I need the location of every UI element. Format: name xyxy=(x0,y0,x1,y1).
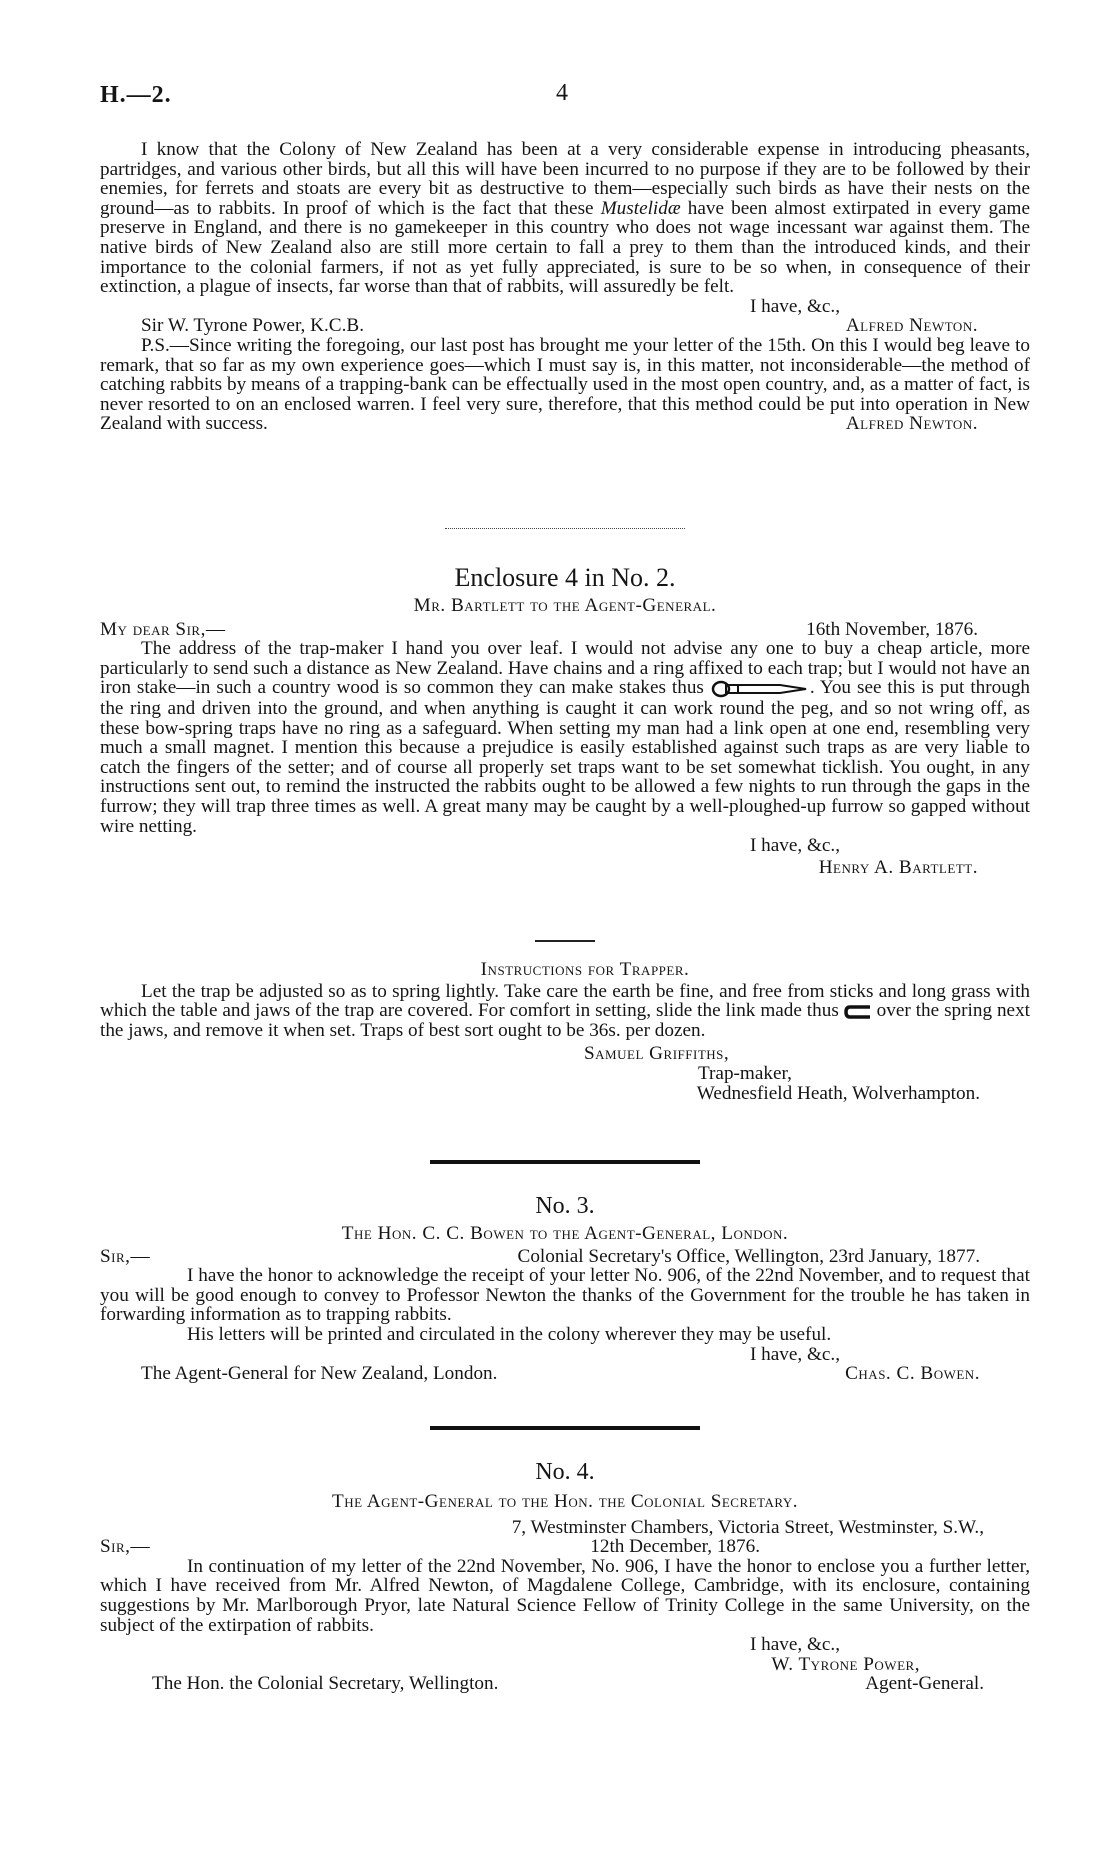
document-reference: H.—2. xyxy=(100,82,172,108)
no4-salutation: Sir,— xyxy=(100,1536,151,1558)
no3-title: No. 3. xyxy=(535,1193,595,1219)
section-divider xyxy=(430,1160,700,1164)
no3-salutation: Sir,— xyxy=(100,1245,151,1267)
no3-body-2: His letters will be printed and circulated in the colony wherever they may be useful. xyxy=(187,1323,832,1345)
newton-postscript: P.S.—Since writing the foregoing, our last post has brought me your letter of the 15th. On this I would beg leave to remark, that so far as my own experience goes—which I must say is, in this matter, not inconsiderable—the method of catching rabbits by means of a trapping-bank can be effectually used in the most open country, and, as a matter of fact, is never resorted to on an enclosed warren. I feel very sure, therefore, that this method could be put into operation in New Zealand with success. xyxy=(100,334,1030,435)
no3-closing: I have, &c., xyxy=(749,1343,840,1365)
letter-no-4 xyxy=(100,1458,1030,1694)
newton-letter-body: I know that the Colony of New Zealand has been at a very considerable expense in introducing pheasants, partridges, and various other birds, but all this will have been incurred to no purpose if they are to be followed by their enemies, for ferrets and stoats are every bit as destructive to them—especially such birds as have their nests on the ground—as to rabbits. In proof of which is the fact that these Mustelidæ have been almost extirpated in every game preserve in England, and there is no gamekeeper in this country who does not wage incessant war against them. The native birds of New Zealand also are still more certain to fall a prey to them than the introduced kinds, and their importance to the colonial farmers, if not as yet fully appreciated, is sure to be so when, in consequence of their extinction, a plague of insects, far worse than that of rabbits, will assuredly be felt. xyxy=(100,139,1030,298)
section-divider xyxy=(430,1426,700,1430)
enclosure-date: 16th November, 1876. xyxy=(806,618,978,640)
instructions-title: Instructions for Trapper. xyxy=(480,959,690,980)
instructions-signer-address: Wednesfield Heath, Wolverhampton. xyxy=(696,1082,980,1104)
instructions-signer: Samuel Griffiths, xyxy=(584,1043,730,1065)
no4-date: 12th December, 1876. xyxy=(590,1536,760,1558)
enclosure-salutation: My dear Sir,— xyxy=(100,618,226,640)
enclosure-4 xyxy=(100,563,1030,877)
no4-address: 7, Westminster Chambers, Victoria Street, Westminster, S.W., xyxy=(511,1516,984,1538)
stake-drawing-icon xyxy=(710,679,810,699)
page-number: 4 xyxy=(556,80,568,106)
section-divider xyxy=(445,528,685,529)
letter-no-3 xyxy=(100,1192,1030,1384)
newton-letter xyxy=(100,140,1030,434)
enclosure-signature: Henry A. Bartlett. xyxy=(818,856,978,878)
no4-signature-title: Agent-General. xyxy=(865,1673,984,1695)
enclosure-closing: I have, &c., xyxy=(749,835,840,857)
link-drawing-icon xyxy=(844,1004,872,1020)
trapper-instructions xyxy=(100,960,1030,1103)
newton-signature: Alfred Newton. xyxy=(845,315,978,337)
section-divider xyxy=(535,940,595,942)
no4-addressee: The Hon. the Colonial Secretary, Wellington. xyxy=(152,1673,499,1695)
no4-closing: I have, &c., xyxy=(749,1634,840,1656)
newton-closing: I have, &c., xyxy=(749,295,840,317)
no4-from-to: The Agent-General to the Hon. the Colonial Secretary. xyxy=(331,1491,799,1512)
newton-addressee: Sir W. Tyrone Power, K.C.B. xyxy=(141,315,364,337)
enclosure-from-to: Mr. Bartlett to the Agent-General. xyxy=(413,595,717,616)
no3-body: I have the honor to acknowledge the receipt of your letter No. 906, of the 22nd November, and to request that you will be good enough to convey to Professor Newton the thanks of the Government for the trouble he has taken in forwarding information as to trapping rabbits. xyxy=(100,1265,1030,1326)
mustelidae-term: Mustelidæ xyxy=(600,197,681,219)
instructions-body: Let the trap be adjusted so as to spring lightly. Take care the earth be fine, and free from sticks and long grass with which the table and jaws of the trap are covered. For comfort in setting, slide the link made thus over the spring next the jaws, and remove it when set. Traps of best sort ought to be 36s. per dozen. xyxy=(100,980,1031,1041)
enclosure-title: Enclosure 4 in No. 2. xyxy=(454,563,676,592)
no3-from-to: The Hon. C. C. Bowen to the Agent-General, London. xyxy=(341,1223,789,1244)
no4-signature: W. Tyrone Power, xyxy=(771,1653,920,1675)
no4-body: In continuation of my letter of the 22nd November, No. 906, I have the honor to enclose you a further letter, which I have received from Mr. Alfred Newton, of Magdalene College, Cambridge, with its enclosure, containing suggestions by Mr. Marlborough Pryor, late Natural Science Fellow of Trinity College in the same University, on the subject of the extirpation of rabbits. xyxy=(100,1555,1030,1636)
no4-title: No. 4. xyxy=(535,1459,595,1485)
no3-signature: Chas. C. Bowen. xyxy=(845,1363,980,1385)
enclosure-body: The address of the trap-maker I hand you over leaf. I would not advise any one to buy a cheap article, more particularly to send such a distance as New Zealand. Have chains and a ring affixed to each trap; but I would not have an iron stake—in such a country wood is so common they can make stakes thus . You see this is put through the ring and driven into the ground, and when anything is caught it can work round the peg, and so not wring off, as these bow-spring traps have no ring as a safeguard. When setting my man had a link open at one end, resembling very much a small magnet. I mention this because a prejudice is easily established against such traps as are very liable to catch the fingers of the setter; and of course all properly set traps want to be set somewhat ticklish. You ought, in any instructions sent out, to remind the instructed the rabbits ought to be allowed a few nights to run through the gaps in the furrow; they will trap three times as well. A great many may be caught by a well-ploughed-up furrow so gapped without wire netting. xyxy=(100,638,1031,837)
no3-addressee: The Agent-General for New Zealand, London. xyxy=(141,1363,498,1385)
newton-ps-signature: Alfred Newton. xyxy=(845,413,978,435)
no3-place-date: Colonial Secretary's Office, Wellington, 23rd January, 1877. xyxy=(517,1245,980,1267)
instructions-signer-title: Trap-maker, xyxy=(698,1062,792,1084)
